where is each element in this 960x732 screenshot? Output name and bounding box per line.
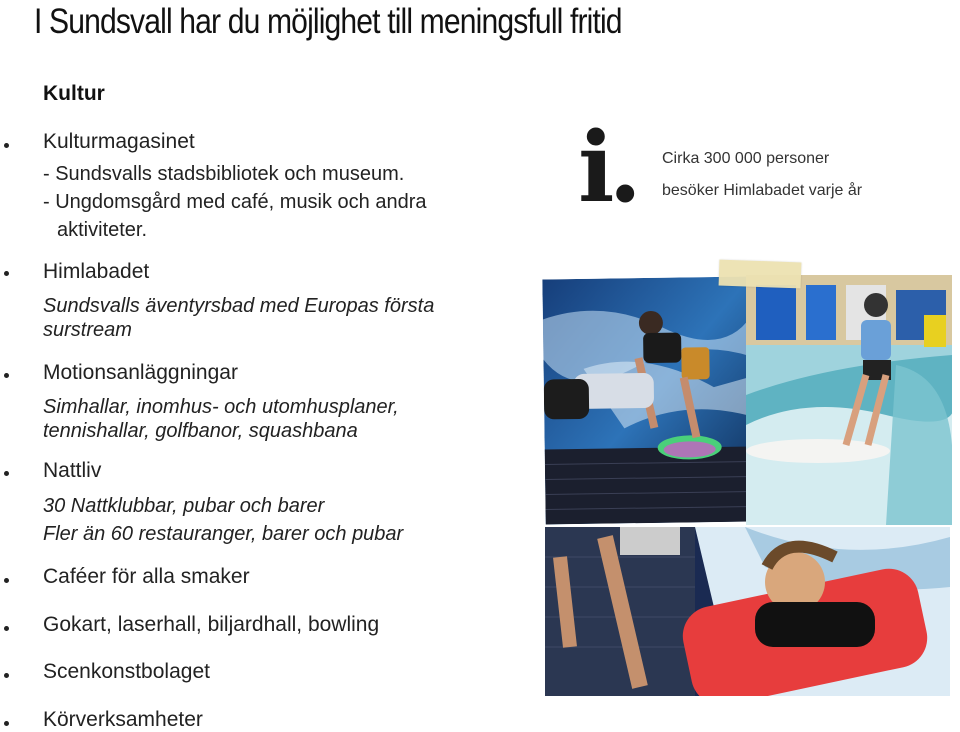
info-icon: i. [578, 111, 636, 224]
bullet-dot [4, 271, 9, 276]
bullet-line: Simhallar, inomhus- och utomhusplaner, [43, 396, 399, 418]
section-heading-kultur: Kultur [43, 82, 105, 105]
bullet-head: Gokart, laserhall, biljardhall, bowling [43, 613, 380, 636]
surfing-wave-illustration [542, 277, 753, 525]
page-title: I Sundsvall har du möjlighet till meningsfull fritid [34, 2, 622, 41]
bullet-dot [4, 626, 9, 631]
bullet-line: - Ungdomsgård med café, musik och andra [43, 191, 427, 213]
bullet-head: Scenkonstbolaget [43, 660, 210, 683]
bullet-head: Himlabadet [43, 260, 150, 283]
bullet-line: - Sundsvalls stadsbibliotek och museum. [43, 163, 405, 185]
bullet-dot [4, 673, 9, 678]
bullet-dot [4, 143, 9, 148]
surfing-wave-photo [542, 277, 753, 525]
bullet-line: Fler än 60 restauranger, barer och pubar [43, 523, 404, 545]
bullet-head: Körverksamheter [43, 708, 203, 731]
surfer-standing-illustration [746, 275, 952, 525]
bullet-line: surstream [43, 319, 132, 341]
bullet-line: Sundsvalls äventyrsbad med Europas första [43, 295, 435, 317]
surfer-standing-photo [746, 275, 952, 525]
bullet-head: Kulturmagasinet [43, 130, 195, 153]
bullet-dot [4, 373, 9, 378]
bullet-dot [4, 578, 9, 583]
bullet-head: Nattliv [43, 459, 102, 482]
bullet-head: Motionsanläggningar [43, 361, 238, 384]
bullet-line: 30 Nattklubbar, pubar och barer [43, 495, 325, 517]
surfer-on-board-photo [545, 527, 950, 696]
tape-strip [719, 260, 802, 289]
info-line-2: besöker Himlabadet varje år [662, 182, 863, 199]
bullet-line: tennishallar, golfbanor, squashbana [43, 420, 358, 442]
bullet-dot [4, 471, 9, 476]
bullet-head: Caféer för alla smaker [43, 565, 250, 588]
surfer-on-board-illustration [545, 527, 950, 696]
bullet-dot [4, 721, 9, 726]
info-line-1: Cirka 300 000 personer [662, 150, 830, 167]
bullet-line: aktiviteter. [57, 219, 148, 241]
